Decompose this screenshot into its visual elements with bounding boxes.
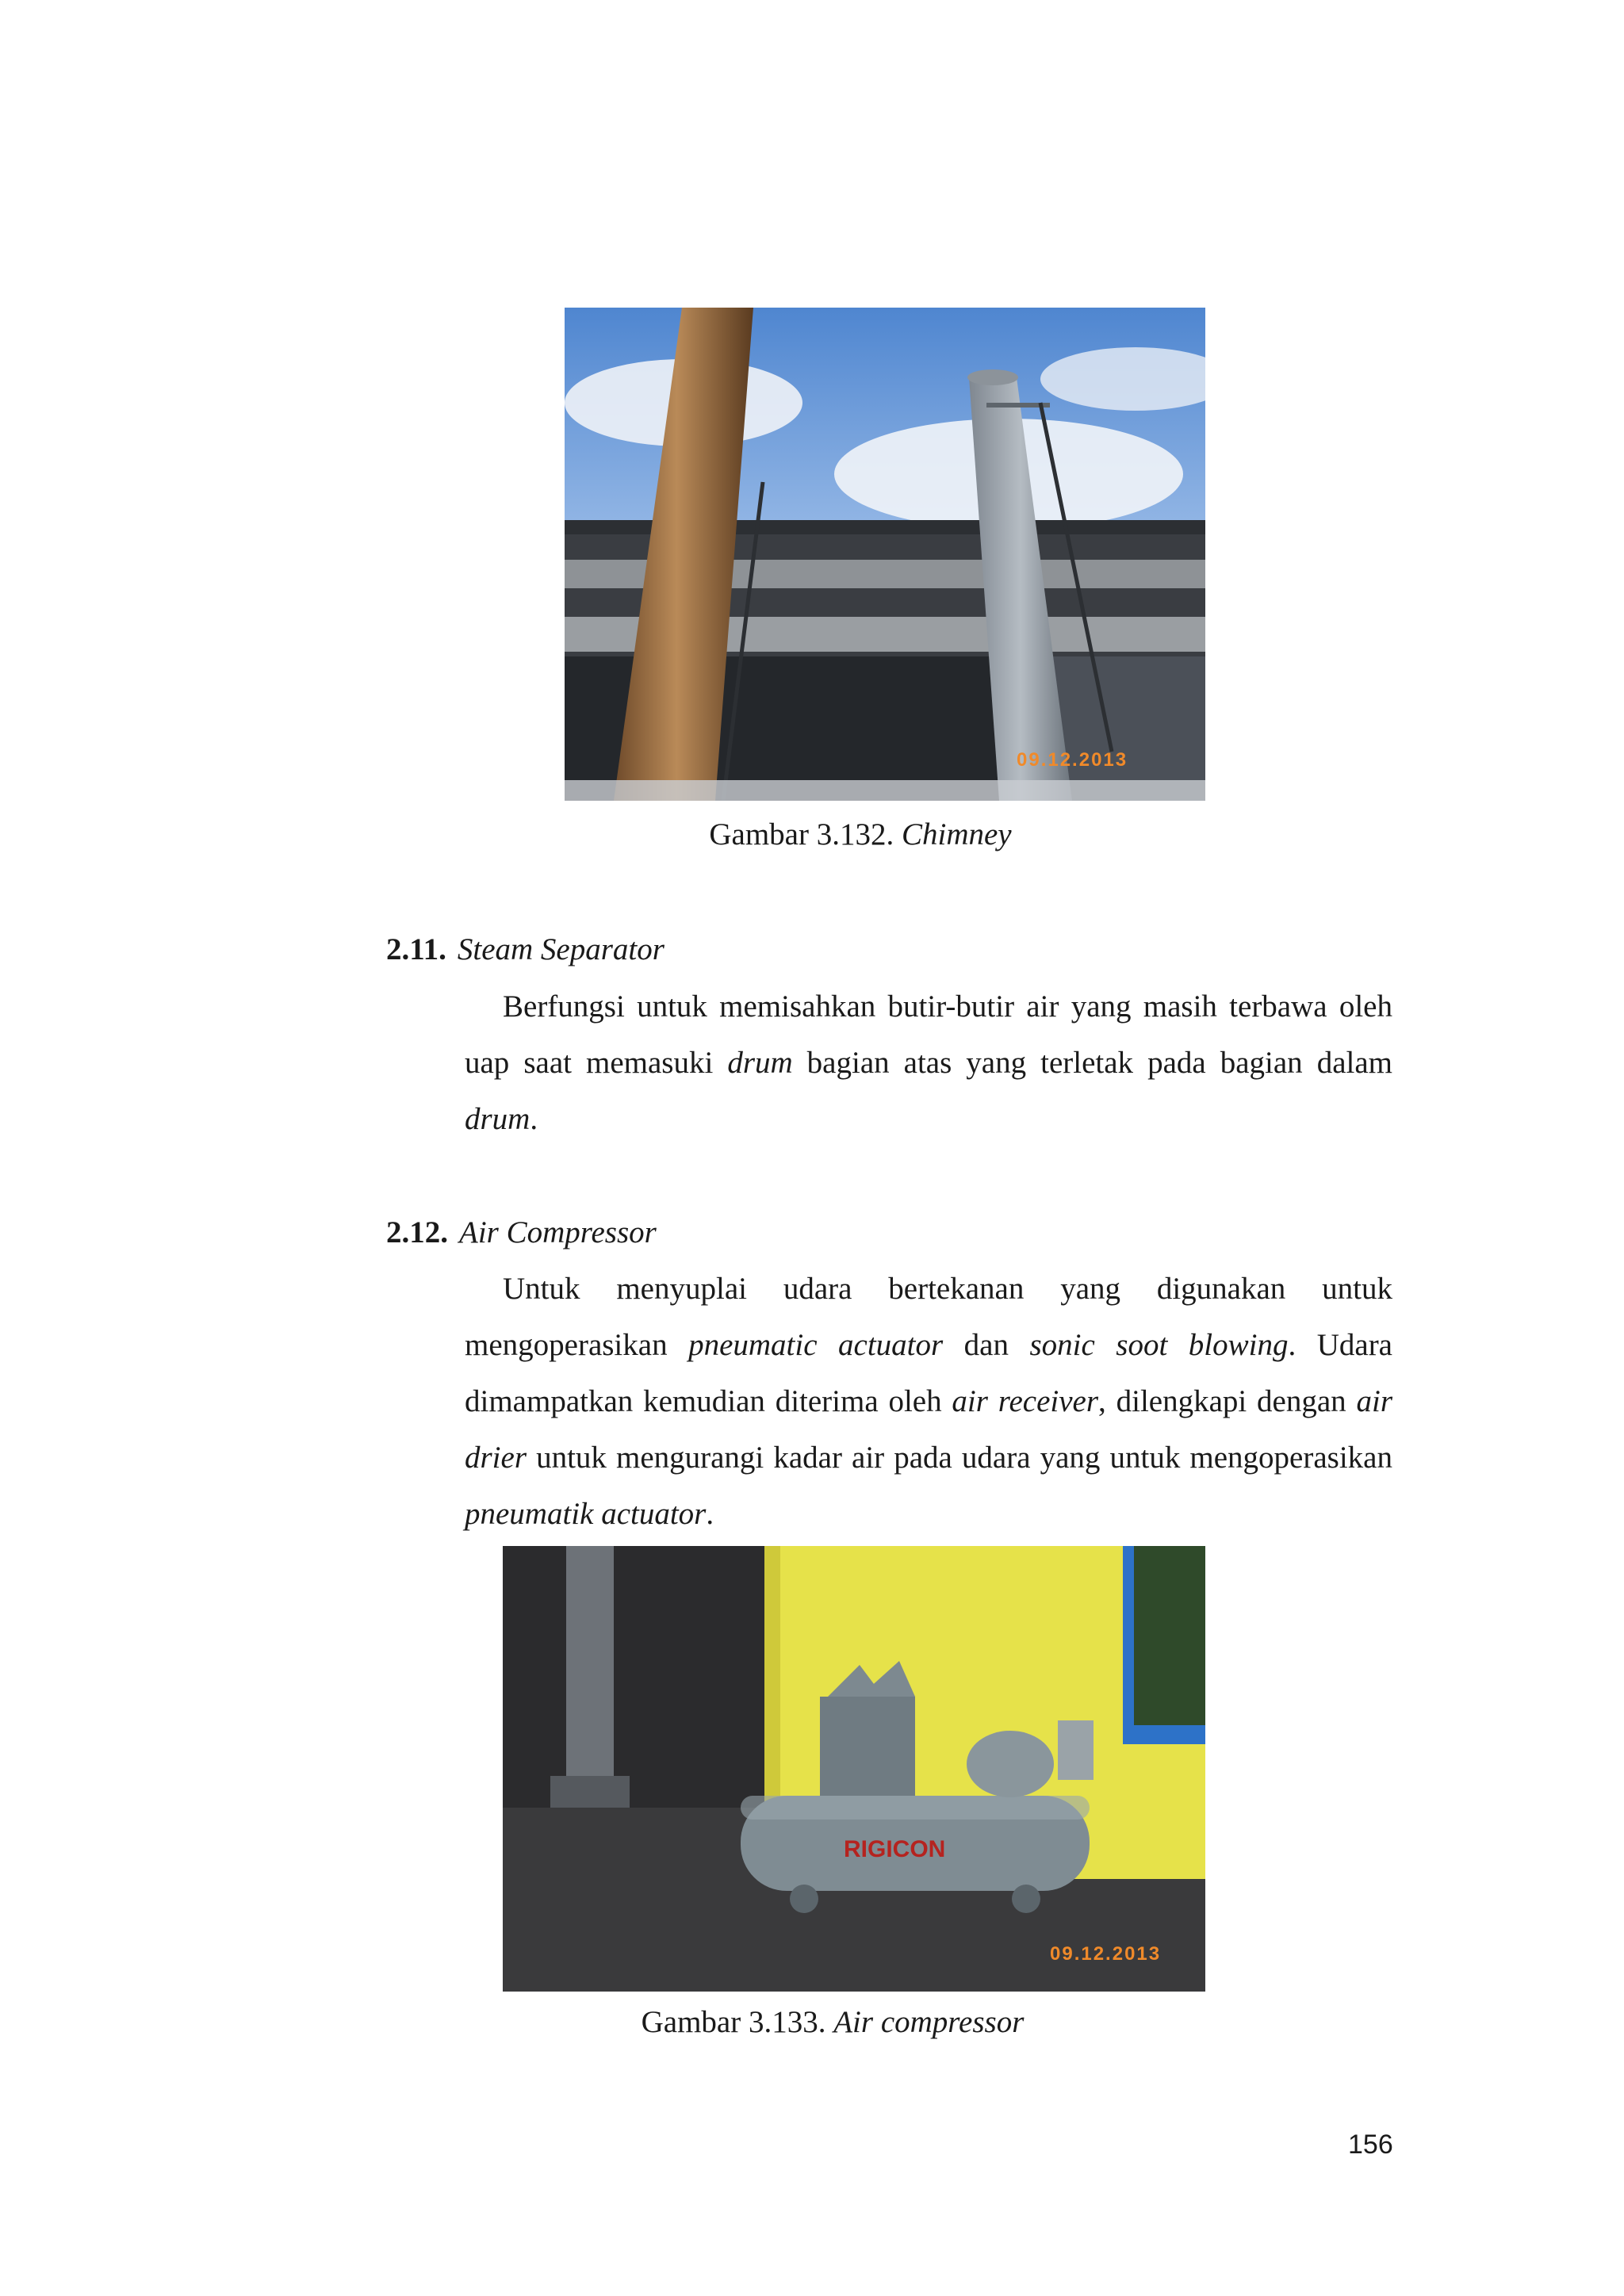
air-compressor-illustration <box>503 1546 1205 1992</box>
section-number: 2.12. <box>386 1215 448 1249</box>
section-number: 2.11. <box>386 932 446 966</box>
chimney-date-stamp: 09.12.2013 <box>1017 749 1128 771</box>
chimney-illustration <box>565 308 1205 801</box>
chimney-photo <box>565 308 1205 801</box>
caption-term: Chimney <box>901 817 1012 851</box>
compressor-date-stamp: 09.12.2013 <box>1050 1943 1162 1965</box>
caption-prefix: Gambar 3.133. <box>641 2005 826 2039</box>
figure-caption-air-compressor <box>0 2004 1624 2040</box>
section-heading-steam-separator <box>386 932 665 967</box>
section-title: Air Compressor <box>459 1215 657 1249</box>
compressor-brand-label: RIGICON <box>844 1836 946 1862</box>
caption-prefix: Gambar 3.132. <box>709 817 894 851</box>
figure-caption-chimney <box>0 817 1624 852</box>
section-heading-air-compressor <box>386 1215 657 1250</box>
paragraph-air-compressor: Untuk menyuplai udara bertekanan yang digunakan untuk mengoperasikan pneumatic actuator dan sonic soot blowing. Udara dimampatkan kemudian diterima oleh air receiver, dilengkapi dengan air drier untuk mengurangi kadar air pada udara yang untuk mengoperasikan pneumatik actuator. <box>465 1272 1392 1531</box>
caption-term: Air compressor <box>833 2005 1025 2039</box>
air-compressor-photo <box>503 1546 1205 1992</box>
paragraph-steam-separator: Berfungsi untuk memisahkan butir-butir air yang masih terbawa oleh uap saat memasuki drum bagian atas yang terletak pada bagian dalam drum. <box>465 989 1392 1136</box>
page-number: 156 <box>1348 2130 1393 2160</box>
section-title: Steam Separator <box>457 932 665 966</box>
